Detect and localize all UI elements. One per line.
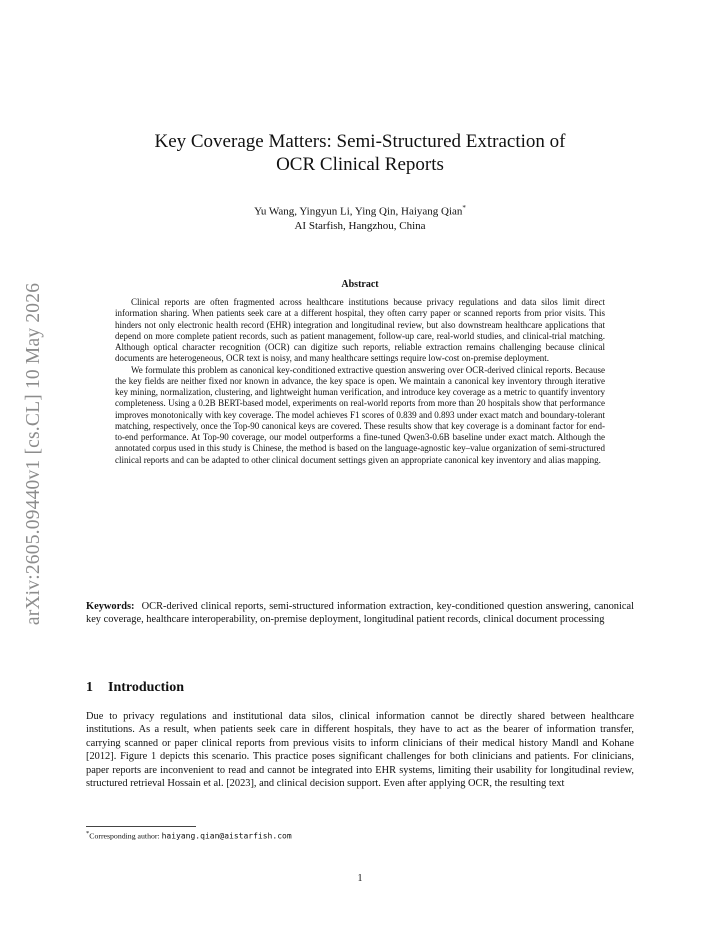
- page-number: 1: [357, 873, 363, 884]
- introduction-paragraph: Due to privacy regulations and institutional data silos, clinical information cannot be directly shared between healthcare institutions. As a result, when patients seek care in different hospitals, they have to act as the bearer of information transfer, carrying scanned or paper clinical reports from previous visits to inform clinicians of their medical history Mandl and Kohane [2012]. Figure 1 depicts this scenario. This practice poses significant challenges for both clinicians and patients. For clinicians, paper reports are inconvenient to read and cannot be integrated into EHR systems, limiting their usability for longitudinal review, structured retrieval Hossain et al. [2023], and clinical decision support. Even after applying OCR, the resulting text: [86, 711, 634, 790]
- footnote-label: Corresponding author:: [89, 831, 160, 841]
- author-block: [110, 201, 610, 233]
- corresponding-author-mark: *: [462, 204, 466, 212]
- affiliation: AI Starfish, Hangzhou, China: [294, 219, 426, 232]
- abstract-body: [115, 297, 605, 466]
- footnote-email: haiyang.qian@aistarfish.com: [161, 831, 292, 841]
- abstract-paragraph-1: Clinical reports are often fragmented across healthcare institutions because privacy regulations and data silos limit direct information sharing. When patients seek care at a different hospital, they often carry paper or scanned reports from prior visits. This hinders not only electronic health record (EHR) integration and longitudinal review, but also downstream healthcare applications that depend on more complete patient records, such as patient management, follow-up care, real-world studies, and clinical-trial matching. Although optical character recognition (OCR) can digitize such reports, reliable extraction remains challenging because clinical documents are heterogeneous, OCR text is noisy, and many healthcare settings require low-cost on-premise deployment.: [115, 297, 605, 364]
- title-line-1: Key Coverage Matters: Semi-Structured Extraction of: [154, 131, 566, 152]
- paper-title: [110, 130, 610, 176]
- keywords-block: [86, 600, 634, 627]
- title-line-2: OCR Clinical Reports: [276, 154, 444, 175]
- section-number: 1: [86, 680, 93, 695]
- arxiv-side-identifier: [14, 258, 54, 650]
- abstract-paragraph-2: We formulate this problem as canonical key-conditioned extractive question answering over OCR-derived clinical reports. Because the key fields are neither fixed nor known in advance, the key space is open. We maintain a canonical key inventory through iterative key mining, normalization, clustering, and lightweight human verification, and introduce key coverage as a metric to quantify inventory completeness. Using a 0.2B BERT-based model, experiments on real-world reports from more than 20 hospitals show that performance improves monotonically with key coverage. The model achieves F1 scores of 0.839 and 0.893 under exact match and boundary-tolerant matching, respectively, once the Top-90 canonical keys are covered. These results show that key coverage is a dominant factor for end-to-end performance. At Top-90 coverage, our model outperforms a fine-tuned Qwen3-0.6B baseline under exact match. Although the annotated corpus used in this study is Chinese, the method is based on the language-agnostic key–value organization of semi-structured clinical reports and can be adapted to other clinical document settings given an appropriate canonical key inventory and alias mapping.: [115, 364, 605, 465]
- section-title: Introduction: [108, 680, 184, 695]
- footnote: [86, 830, 292, 841]
- footnote-mark: *: [86, 830, 90, 837]
- footnote-divider: [86, 826, 196, 827]
- arxiv-id-text: arXiv:2605.09440v1 [cs.CL] 10 May 2026: [23, 282, 44, 626]
- author-line: [110, 201, 610, 219]
- section-heading-introduction: [86, 680, 184, 696]
- author-names: Yu Wang, Yingyun Li, Ying Qin, Haiyang Qian: [254, 205, 463, 218]
- abstract-heading: Abstract: [341, 279, 379, 290]
- keywords-text: OCR-derived clinical reports, semi-structured information extraction, key-conditioned question answering, canonical key coverage, healthcare interoperability, on-premise deployment, longitudinal patient records, clinical document processing: [86, 601, 634, 626]
- keywords-label: Keywords:: [86, 601, 135, 612]
